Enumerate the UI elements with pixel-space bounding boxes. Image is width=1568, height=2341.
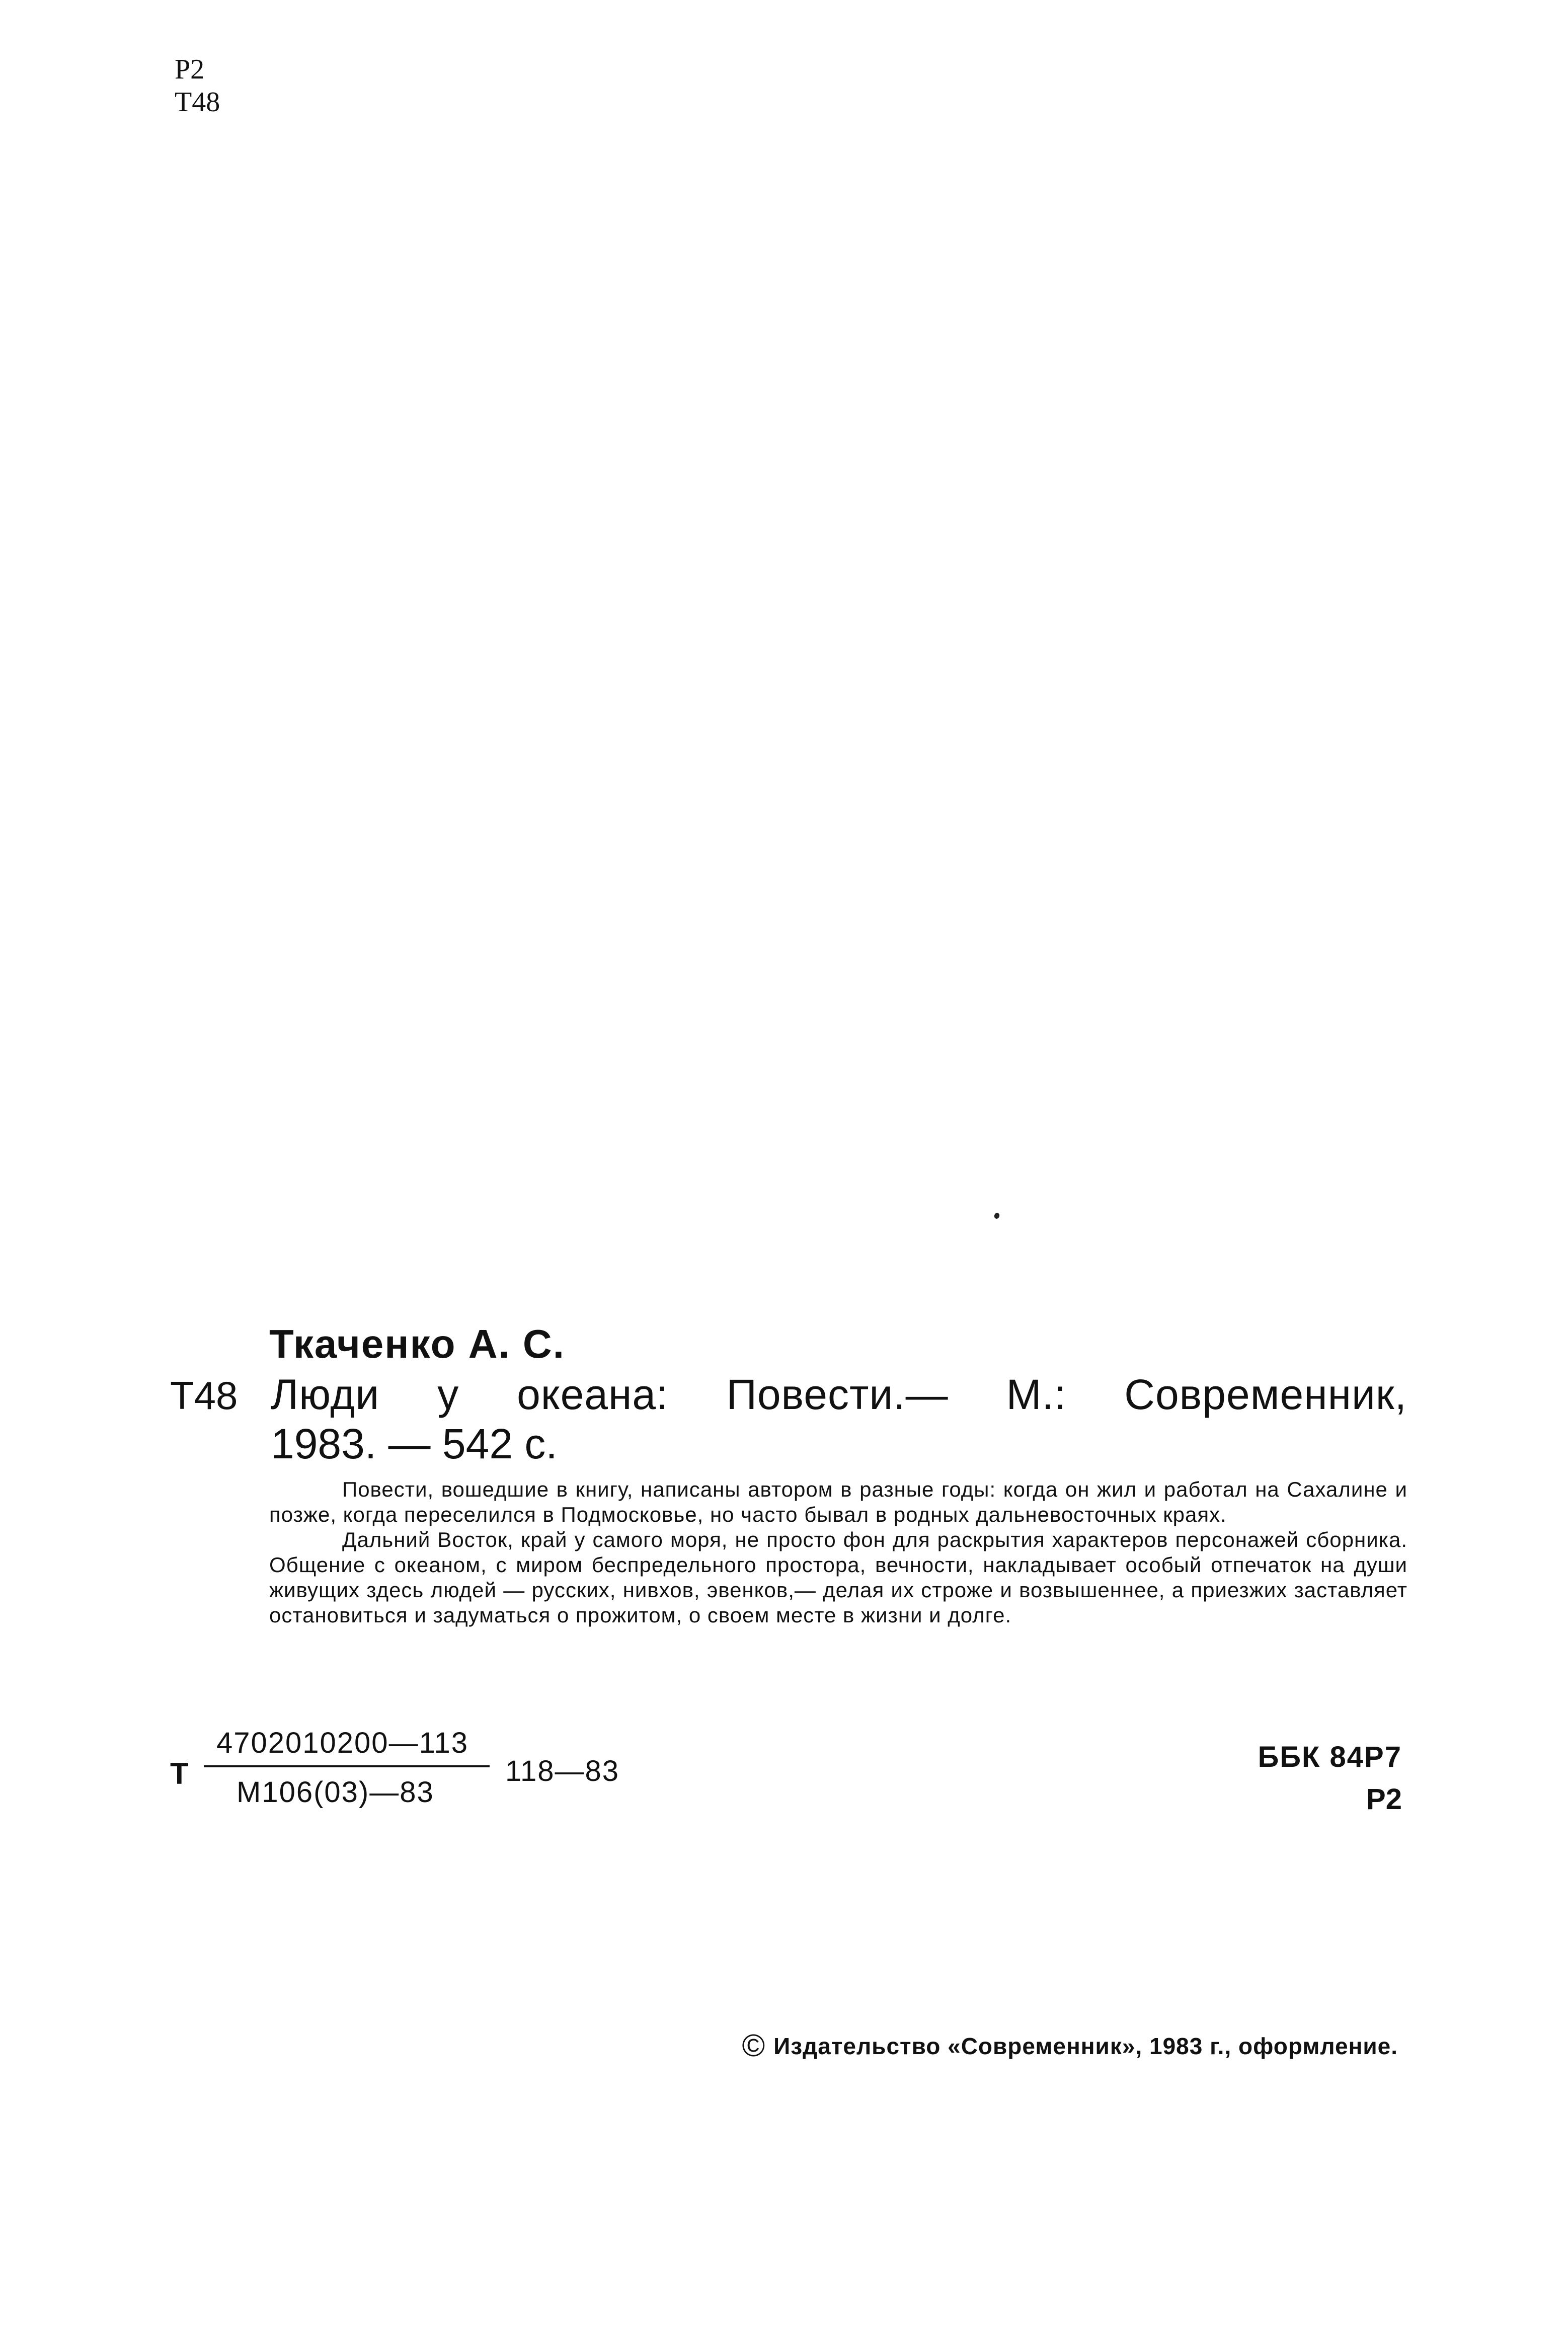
corner-code-bottom: Т48 bbox=[175, 87, 220, 118]
annotation bbox=[269, 1477, 1407, 1628]
copyright-line bbox=[742, 2028, 1398, 2064]
stray-mark bbox=[993, 1212, 1000, 1220]
copyright-text: Издательство «Современник», 1983 г., оформление. bbox=[773, 2033, 1398, 2059]
entry-year: 1983. — 542 с. bbox=[271, 1420, 558, 1467]
fraction-line bbox=[204, 1765, 490, 1767]
fraction-denominator: М106(03)—83 bbox=[237, 1776, 434, 1809]
annotation-paragraph-2: Дальний Восток, край у самого моря, не просто фон для раскрытия характеров персонажей сборника. Общение с океаном, с миром беспредельного простора, вечности, накладывает особый отпечаток на души живущих здесь людей — русских, нивхов, эвенков,— делая их строже и возвышеннее, а приезжих заставляет остановиться и задуматься о прожитом, о своем месте в жизни и долге. bbox=[269, 1528, 1407, 1627]
bibliographic-entry bbox=[271, 1370, 1407, 1468]
bbk-subcode: Р2 bbox=[1366, 1783, 1402, 1816]
fraction-suffix: 118—83 bbox=[505, 1755, 619, 1787]
corner-code-top: Р2 bbox=[175, 54, 205, 85]
author-name: Ткаченко А. С. bbox=[269, 1321, 565, 1366]
entry-title: Люди у океана: Повести.— М.: Современник, bbox=[271, 1371, 1407, 1418]
fraction-numerator: 4702010200—113 bbox=[216, 1727, 469, 1759]
index-code: Т48 bbox=[170, 1373, 238, 1418]
fraction-letter: Т bbox=[170, 1757, 189, 1790]
annotation-paragraph-1: Повести, вошедшие в книгу, написаны автором в разные годы: когда он жил и работал на Сахалине и позже, когда переселился в Подмосковье, но часто бывал в родных дальневосточных краях. bbox=[269, 1477, 1407, 1526]
bbk-code: ББК 84Р7 bbox=[1258, 1741, 1402, 1773]
copyright-icon: © bbox=[742, 2028, 766, 2063]
